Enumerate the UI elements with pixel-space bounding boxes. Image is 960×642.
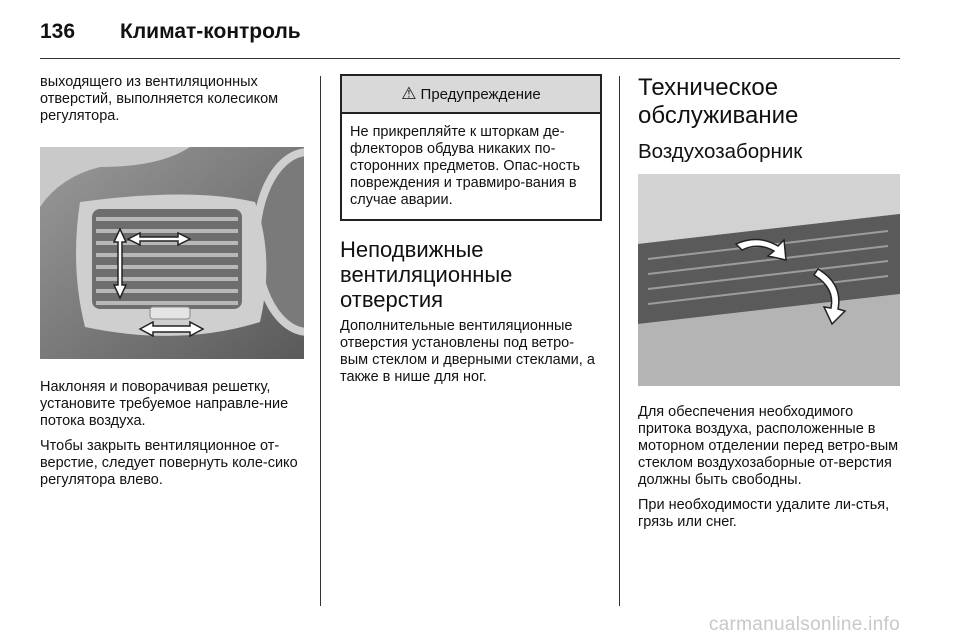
fixed-vents-paragraph: Дополнительные вентиляционные отверстия установлены под ветро-вым стеклом и дверными стеклами, а также в нише для ног. (340, 318, 595, 385)
warning-triangle-icon: ⚠ (401, 84, 417, 103)
column-divider (320, 76, 321, 606)
section-title: Климат-контроль (120, 20, 301, 43)
remove-debris-paragraph: При необходимости удалите ли-стья, грязь или снег. (638, 497, 890, 530)
left-column (40, 74, 304, 489)
watermark: carmanualsonline.info (708, 614, 900, 635)
tilt-paragraph: Наклоняя и поворачивая решетку, установите требуемое направле-ние потока воздуха. (40, 379, 289, 429)
header-divider (40, 58, 900, 59)
right-column (638, 74, 900, 531)
warning-title: Предупреждение (420, 85, 541, 103)
warning-header (342, 76, 600, 114)
air-intake-subheading: Воздухозаборник (638, 140, 803, 163)
warning-text: Не прикрепляйте к шторкам де-флекторов обдува никаких по-сторонних предметов. Опас-ность повреждения и травмиро-вания в случае аварии. (350, 124, 581, 208)
maintenance-heading: Техническое обслуживание (638, 74, 799, 129)
page-header (40, 14, 301, 50)
air-intake-illustration (638, 174, 900, 386)
air-vent-illustration (40, 147, 304, 359)
intro-paragraph: выходящего из вентиляционных отверстий, выполняется колесиком регулятора. (40, 74, 279, 124)
warning-box (340, 74, 602, 221)
close-vent-paragraph: Чтобы закрыть вентиляционное от-верстие, следует повернуть коле-сико регулятора влево. (40, 438, 298, 488)
column-divider (619, 76, 620, 606)
air-intake-paragraph: Для обеспечения необходимого притока воздуха, расположенные в моторном отделении перед ветро-вым стеклом воздухозаборные от-верстия должны быть свободны. (638, 404, 899, 488)
middle-column (340, 74, 602, 386)
fixed-vents-heading: Неподвижные вентиляционные отверстия (340, 237, 513, 312)
page-number: 136 (40, 20, 76, 43)
